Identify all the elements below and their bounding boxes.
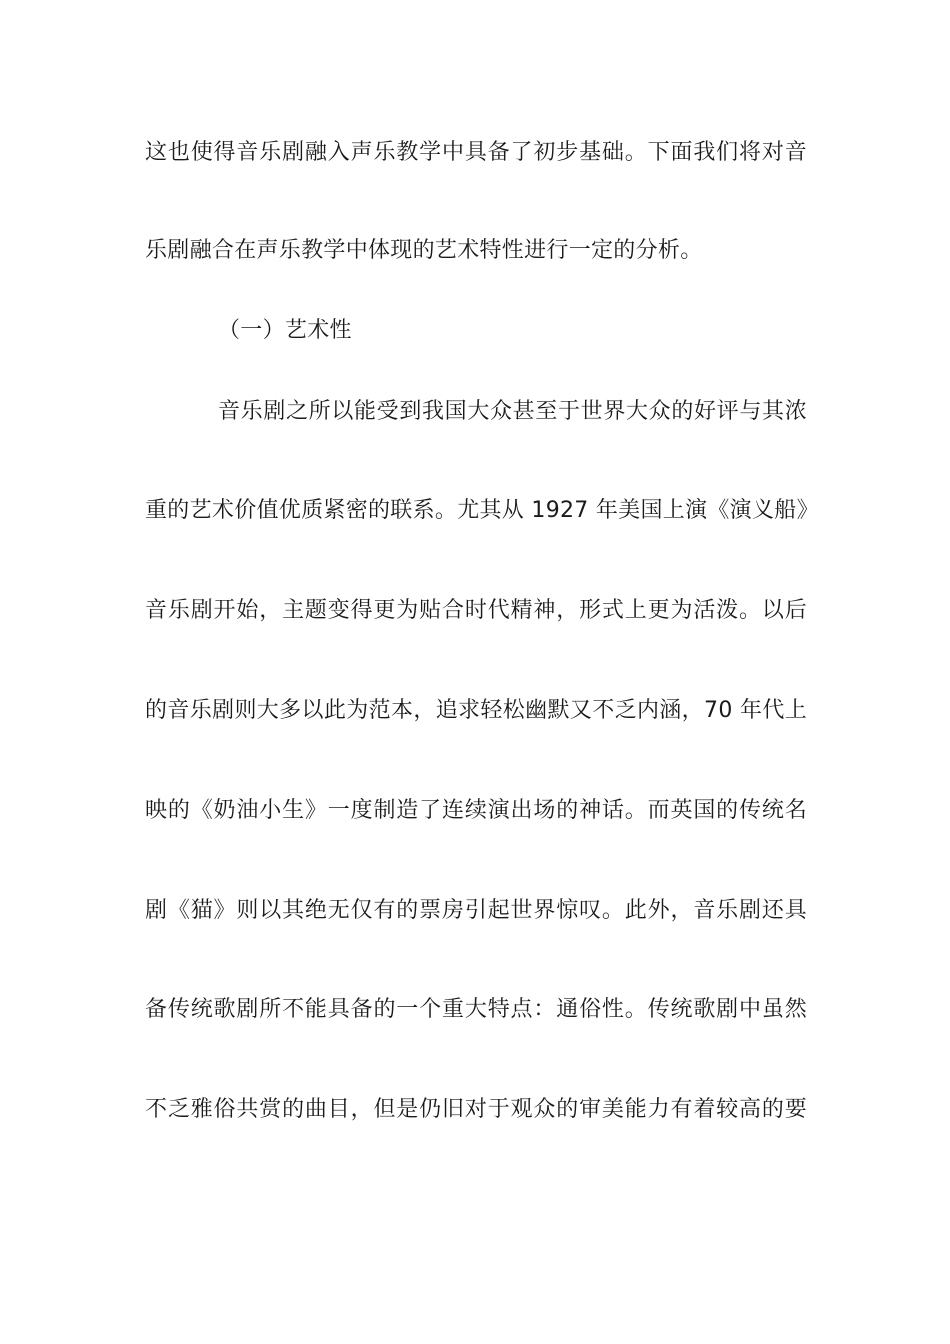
body-line-7: 备传统歌剧所不能具备的一个重大特点：通俗性。传统歌剧中虽然: [145, 997, 807, 1022]
body-line-6: 剧《猫》则以其绝无仅有的票房引起世界惊叹。此外，音乐剧还具: [145, 898, 807, 923]
body-line-3: 音乐剧开始，主题变得更为贴合时代精神，形式上更为活泼。以后: [145, 598, 807, 623]
paragraph-line-1: 这也使得音乐剧融入声乐教学中具备了初步基础。下面我们将对音: [145, 140, 807, 165]
body-line-1: 音乐剧之所以能受到我国大众甚至于世界大众的好评与其浓: [218, 399, 807, 424]
body-line-8: 不乏雅俗共赏的曲目，但是仍旧对于观众的审美能力有着较高的要: [145, 1097, 807, 1122]
paragraph-line-2: 乐剧融合在声乐教学中体现的艺术特性进行一定的分析。: [145, 238, 703, 263]
body-line-2: 重的艺术价值优质紧密的联系。尤其从 1927 年美国上演《演义船》: [145, 498, 819, 523]
body-line-4: 的音乐剧则大多以此为范本，追求轻松幽默又不乏内涵，70 年代上: [145, 698, 807, 723]
section-heading: （一）艺术性: [218, 318, 352, 343]
body-line-5: 映的《奶油小生》一度制造了连续演出场的神话。而英国的传统名: [145, 798, 807, 823]
